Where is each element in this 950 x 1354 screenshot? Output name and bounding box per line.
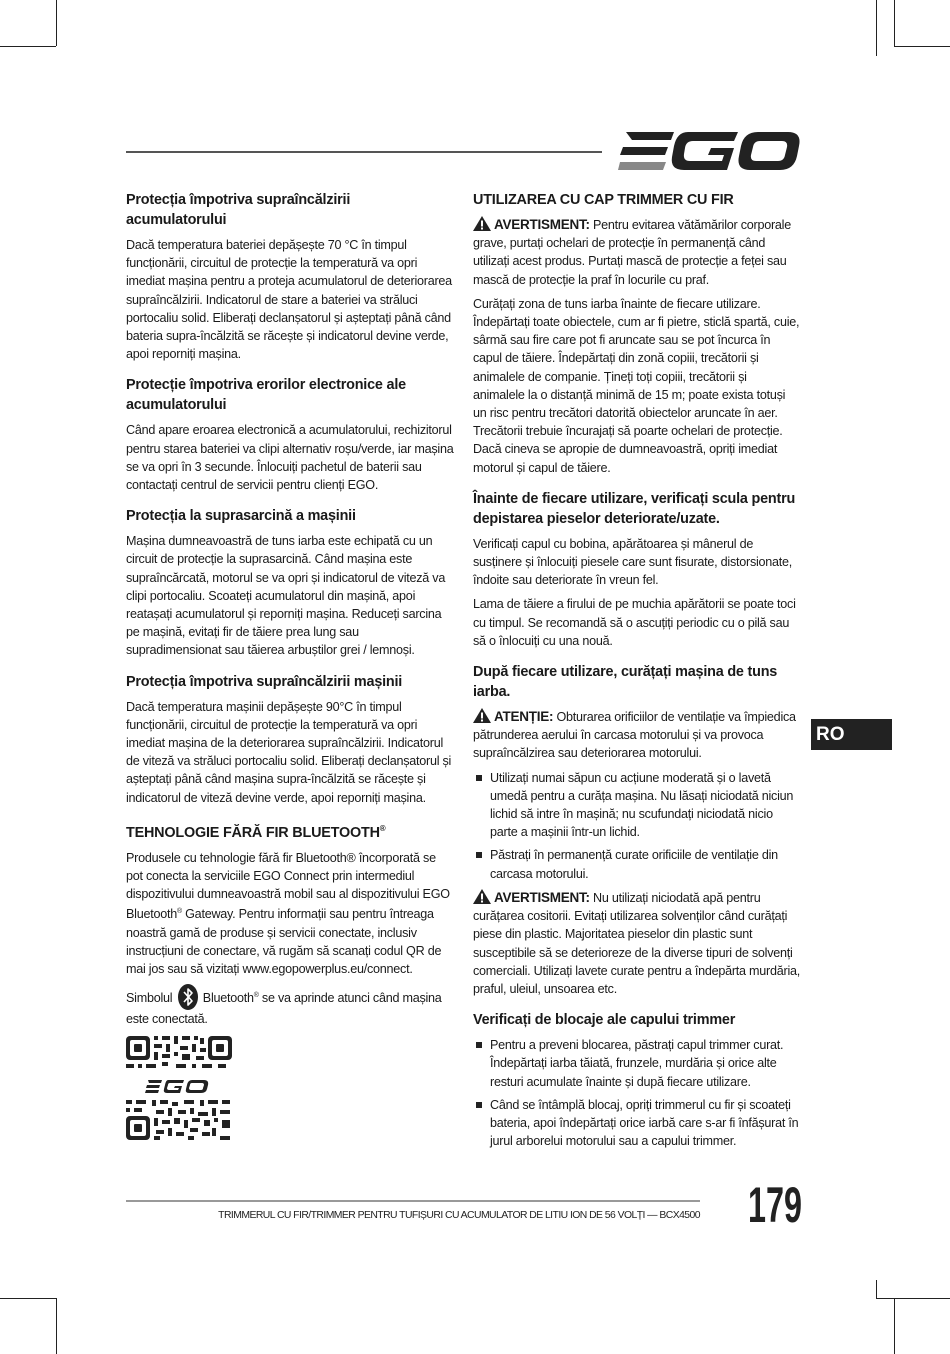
paragraph: Dacă temperatura mașinii depășește 90°C în timpul funcționării, circuitul de protecție la temperatură va opri imediat mașina de la deteriorarea supraîncălzirii. Indicatorul de viteză va străluci portocaliu solid. Eliberați declanșatorul și așteptați până când mașina supra-încălzită se răcește și indicatorul de viteză devine verde, apoi reporniți mașina. [126,699,452,805]
before-use-check-section [473,489,801,650]
crop-mark [0,1298,56,1299]
list-item: Utilizați numai săpun cu acțiune moderată și o lavetă umedă pentru a curăța mașina. Nu lăsați niciodată niciun lichid să intre în mașină; nu scufundați niciodată nicio parte a mașinii într-un lichid. [473,769,801,842]
battery-electronic-error-section [126,375,454,494]
machine-overheat-section [126,672,454,807]
after-use-cleaning-section [473,662,801,998]
language-tab: RO [811,719,892,750]
ego-logo [618,130,800,172]
bluetooth-icon [178,984,198,1010]
paragraph: Curățați zona de tuns iarba înainte de fiecare utilizare. Îndepărtați toate obiectele, cum ar fi pietre, sticlă spartă, cuie, sârmă sau fire care pot fi aruncate sau se pot încurca în capul de tăiere. Îndepărtați din zonă copiii, trecătorii și animalele de companie. Țineți toți copiii, trecătorii și animalele la o distanță minimă de 15 m; poate exista totuși un risc pentru trecători datorită obiectelor aruncate în aer. Trecătorii trebuie încurajați să poarte ochelari de protecție. Dacă cineva se apropie de dumneavoastră, opriți imediat motorul și capul de tăiere. [473,296,800,475]
left-column [126,190,454,1152]
battery-overheat-section [126,190,454,363]
paragraph: Verificați capul cu bobina, apărătoarea și mânerul de susținere și înlocuiți piesele care sunt fisurate, distorsionate, îndoite sau deteriorate în vreun fel. [473,536,793,588]
list-item: Pentru a preveni blocarea, păstrați capul trimmer curat. Îndepărtați iarba tăiată, frunzele, murdăria și orice alte resturi acumulate înainte și după fiecare utilizare. [473,1036,801,1091]
warning-triangle-icon [473,216,491,231]
paragraph: Când apare eroarea electronică a acumulatorului, rechizitorul pentru starea bateriei va clipi alternativ roșu/verde, iar mașina se va opri în 3 secunde. Înlocuiți pachetul de baterii sau contactați centrul de servicii pentru clienți EGO. [126,423,454,493]
list-item: Când se întâmplă blocaj, opriți trimmerul cu fir și scoateți bateria, apoi îndepărtați orice iarbă care s-ar fi înfășurat în jurul arborelui motorului sau a capului trimmer. [473,1096,801,1151]
caution-paragraph: ATENȚIE: Obturarea orificiilor de ventilație va împiedica pătrunderea aerului în carcasa motorului și va provoca supraîncălzirea sau deteriorarea motorului. [473,709,796,761]
crop-mark [56,1298,57,1354]
section-heading: Protecția împotriva supraîncălzirii mașinii [126,673,403,690]
svg-text:179: 179 [748,1177,802,1233]
crop-mark [0,46,56,47]
paragraph: Mașina dumneavoastră de tuns iarba este echipată cu un circuit de protecție la suprasarcină. Când mașina este supraîncărcată, motorul se va opri și indicatorul de viteză va clipi portocaliu. Scoateți acumulatorul din mașină, apoi reatașați acumulatorul și reporniți mașina. Reduceți sarcina pe mașină, evitați fir de tăiere prea lung sau supradimensionat sau tăierea arbuștilor grei / lemnoși. [126,534,446,658]
machine-overload-section [126,506,454,659]
bluetooth-section [126,819,454,1141]
crop-mark [894,46,950,47]
section-heading: Protecția împotriva supraîncălzirii acumulatorului [126,192,351,228]
crop-mark [894,1298,895,1354]
page-number [746,1176,802,1233]
warning-triangle-icon [473,889,491,904]
paragraph: Dacă temperatura bateriei depășește 70 °C în timpul funcționării, circuitul de protecție la temperatură va opri imediat mașina pentru a proteja acumulatorul de deteriorarea supraîncălzirii. Indicatorul de stare a bateriei va străluci portocaliu solid. Eliberați declanșatorul și așteptați până când bateria supra-încălzită se răcește și indicatorul devine verde, apoi reporniți mașina. [126,238,452,362]
cleaning-bullet-list [473,769,801,883]
list-item: Păstrați în permanență curate orificiile de ventilație din carcasa motorului. [473,846,801,882]
footer-product-title: TRIMMERUL CU FIR/TRIMMER PENTRU TUFIȘURI CU ACUMULATOR DE LITIU ION DE 56 VOLȚI — BCX4500 [218,1210,700,1221]
warning-paragraph: AVERTISMENT: Nu utilizați niciodată apă pentru curățarea cositorii. Evitați utilizarea solvenților când curățați piese din plastic. Majoritatea pieselor din plastic sunt susceptibile să se deterioreze de la diverse tipuri de solvenți comerciali. Utilizați lavete curate pentru a îndepărta murdăria, praful, uleiul, unsoarea etc. [473,889,800,996]
trimmer-head-usage-section [473,190,801,477]
paragraph: Lama de tăiere a firului de pe muchia apărătorii se poate toci cu timpul. Se recomandă să o ascuțiți periodic cu o pilă sau să o înlocuiți cu una nouă. [473,597,796,648]
crop-mark [876,1298,950,1299]
blockage-bullet-list [473,1036,801,1150]
section-heading: Verificați de blocaje ale capului trimmer [473,1012,736,1029]
section-heading: După fiecare utilizare, curățați mașina de tuns iarba. [473,664,778,701]
section-heading: Protecție împotriva erorilor electronice ale acumulatorului [126,377,406,414]
crop-mark [876,1280,877,1298]
right-column [473,190,801,1162]
section-heading: TEHNOLOGIE FĂRĂ FIR BLUETOOTH® [126,823,386,841]
qr-code [126,1036,232,1140]
paragraph: Simbolul Bluetooth® se va aprinde atunci când mașina este conectată. [126,984,454,1028]
paragraph: Produsele cu tehnologie fără fir Bluetooth® încorporată se pot conecta la serviciile EGO Connect prin intermediul dispozitivului dumneavoastră mobil sau al dispozitivului EGO Bluetooth® Gateway. Pentru informații sau pentru întreaga noastră gamă de produse și servicii conectate, inclusiv instrucțiuni de conectare, vă rugăm să scanați codul QR de mai jos sau să vizitați www.egopowerplus.eu/connect. [126,850,450,977]
section-heading: UTILIZAREA CU CAP TRIMMER CU FIR [473,192,734,208]
crop-mark [56,0,57,46]
section-heading: Înainte de fiecare utilizare, verificați scula pentru depistarea pieselor deteriorate/uzate. [473,490,796,527]
warning-paragraph: AVERTISMENT: Pentru evitarea vătămărilor corporale grave, purtați ochelari de protecție în permanență când utilizați acest produs. Purtați mască de protecție a feței sau mască de protecție la praf în locurile cu praf. [473,217,791,287]
crop-mark [876,0,877,56]
crop-mark [894,0,895,46]
blockage-check-section [473,1010,801,1150]
warning-triangle-icon [473,708,491,723]
footer-rule [126,1200,700,1202]
section-heading: Protecția la suprasarcină a mașinii [126,508,356,525]
header-rule [126,151,602,153]
